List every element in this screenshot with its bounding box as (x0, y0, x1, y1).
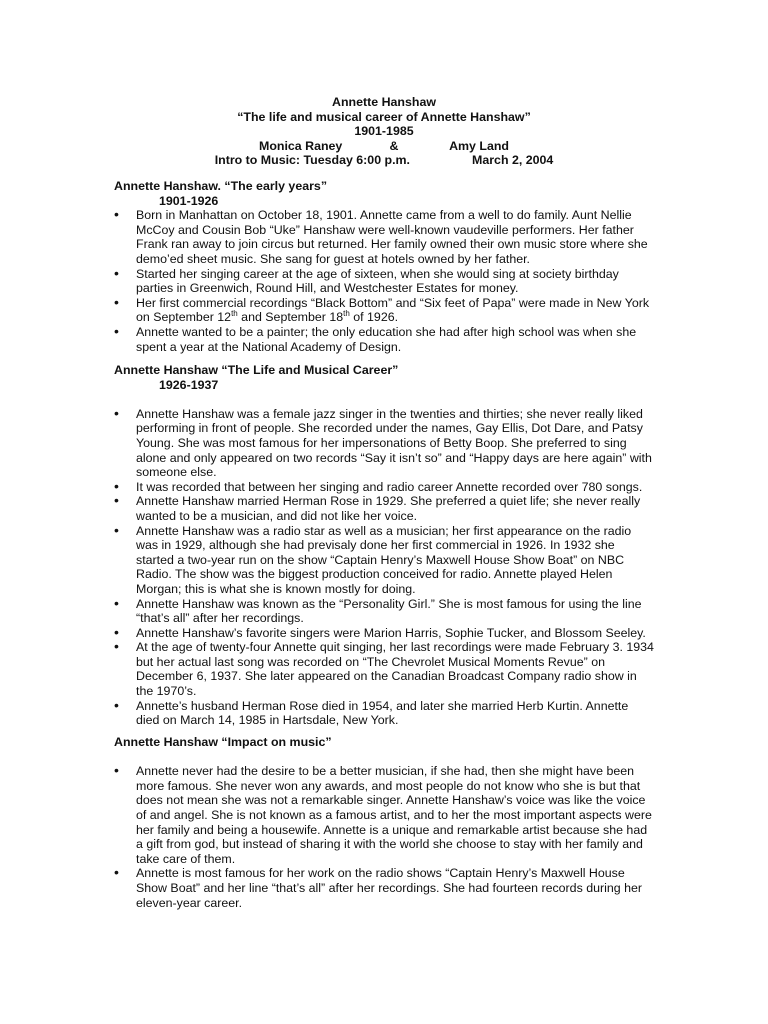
title-block (0, 95, 768, 168)
list-item: • At the age of twenty-four Annette quit singing, her last recordings were made February 3. 1934 but her actual last song was recorded on “The Chevrolet Musical Moments Revue” on December 6, 1937. She later appeared on the Canadian Broadcast Company radio show in the 1970’s. (114, 640, 654, 698)
text-run: and September 18 (237, 310, 344, 325)
bullet-list (114, 208, 654, 354)
list-item: • Annette wanted to be a painter; the only education she had after high school was when she spent a year at the National Academy of Design. (114, 325, 654, 354)
document-date: March 2, 2004 (472, 153, 554, 168)
list-item: • Annette’s husband Herman Rose died in 1954, and later she married Herb Kurtin. Annette died on March 14, 1985 in Hartsdale, New York. (114, 699, 654, 728)
bullet-list (114, 407, 654, 728)
list-item: • Annette Hanshaw married Herman Rose in 1929. She preferred a quiet life; she never really wanted to be a musician, and did not like her voice. (114, 494, 654, 523)
list-item: • Annette Hanshaw’s favorite singers were Marion Harris, Sophie Tucker, and Blossom Seeley. (114, 626, 654, 641)
section-life-career (114, 363, 654, 728)
class-info: Intro to Music: Tuesday 6:00 p.m. (214, 153, 411, 168)
list-item: • Annette Hanshaw was a female jazz singer in the twenties and thirties; she never really liked performing in front of people. She recorded under the names, Gay Ellis, Dot Dare, and Patsy Young. She was most famous for her impersonations of Betty Boop. She preferred to sing alone and only appeared on two records “Say it isn’t so” and “Happy days are here again” with someone else. (114, 407, 654, 480)
list-item: • Annette never had the desire to be a better musician, if she had, then she might have been more famous. She never won any awards, and most people do not know who she is but that does not mean she was not a remarkable singer. Annette Hanshaw’s voice was like the voice of and angel. She is not known as a famous artist, and to her the most important aspects were her family and being a housewife. Annette is a unique and remarkable artist because she had a gift from god, but instead of sharing it with the world she choose to stay with her family and take care of them. (114, 764, 654, 866)
author-1: Monica Raney (259, 138, 343, 153)
list-item (114, 296, 654, 325)
list-item: • Annette Hanshaw was known as the “Personality Girl.” She is most famous for using the line “that’s all” after her recordings. (114, 597, 654, 626)
author-line (0, 139, 768, 154)
section-early-years (114, 179, 654, 354)
superscript: th (231, 309, 238, 319)
section-years: 1901-1926 (159, 193, 219, 208)
document-name: Annette Hanshaw (332, 95, 436, 109)
list-item: • Born in Manhattan on October 18, 1901. Annette came from a well to do family. Aunt Nellie McCoy and Cousin Bob “Uke” Hanshaw were well-known vaudeville performers. Her father Frank ran away to join circus but returned. Her family owned their own music store where she demo’ed sheet music. She sang for guest at hotels owned by her father. (114, 208, 654, 266)
author-2: Amy Land (449, 138, 509, 153)
section-title: Annette Hanshaw. “The early years” (114, 179, 328, 193)
superscript: th (343, 309, 350, 319)
section-title: Annette Hanshaw “The Life and Musical Career” (114, 363, 399, 377)
section-title: Annette Hanshaw “Impact on music” (114, 735, 332, 749)
text-run: Her first commercial recordings “Black Bottom” and “Six feet of Papa” were made in New York on September 12 (136, 295, 650, 325)
list-item: • Started her singing career at the age of sixteen, when she would sing at society birthday parties in Greenwich, Round Hill, and Westchester Estates for money. (114, 267, 654, 296)
section-years: 1926-1937 (159, 377, 219, 392)
section-impact (114, 735, 654, 910)
document-years: 1901-1985 (354, 124, 414, 139)
document-subtitle: “The life and musical career of Annette Hanshaw” (237, 109, 531, 124)
list-item: • Annette is most famous for her work on the radio shows “Captain Henry’s Maxwell House Show Boat” and her line “that’s all” after her recordings. She had fourteen records during her eleven-year career. (114, 866, 654, 910)
list-item: • Annette Hanshaw was a radio star as well as a musician; her first appearance on the radio was in 1929, although she had previsaly done her first commercial in 1926. In 1932 she started a two-year run on the show “Captain Henry’s Maxwell House Show Boat” on NBC Radio. The show was the biggest production conceived for radio. Annette played Helen Morgan; this is what she is known mostly for doing. (114, 524, 654, 597)
list-item: • It was recorded that between her singing and radio career Annette recorded over 780 songs. (114, 480, 654, 495)
bullet-list (114, 764, 654, 910)
text-run: of 1926. (349, 310, 399, 325)
class-line (0, 153, 768, 168)
author-ampersand: & (389, 138, 399, 153)
